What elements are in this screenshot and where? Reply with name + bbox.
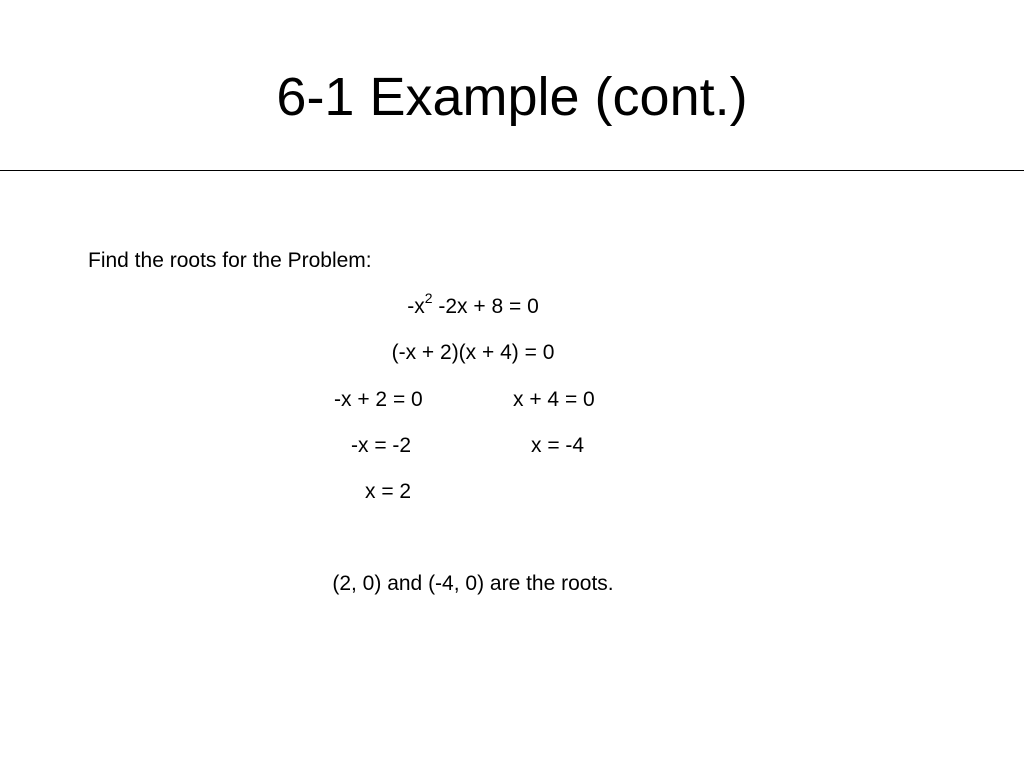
equation-exponent: 2 (424, 290, 433, 306)
slide-title: 6-1 Example (cont.) (276, 67, 748, 127)
factored-equation: (-x + 2)(x + 4) = 0 (391, 341, 555, 364)
first-solution: x = 2 (365, 480, 412, 503)
title-divider (0, 170, 1024, 171)
roots-conclusion: (2, 0) and (-4, 0) are the roots. (332, 572, 614, 595)
second-factor-equation: x + 4 = 0 (513, 388, 595, 411)
problem-intro: Find the roots for the Problem: (88, 249, 372, 272)
first-factor-equation: -x + 2 = 0 (334, 388, 423, 411)
second-solution: x = -4 (531, 434, 585, 457)
quadratic-equation (0, 290, 946, 319)
equation-remaining-terms: -2x + 8 = 0 (432, 295, 539, 318)
first-solution-step: -x = -2 (351, 434, 412, 457)
equation-term-x: -x (407, 295, 425, 318)
